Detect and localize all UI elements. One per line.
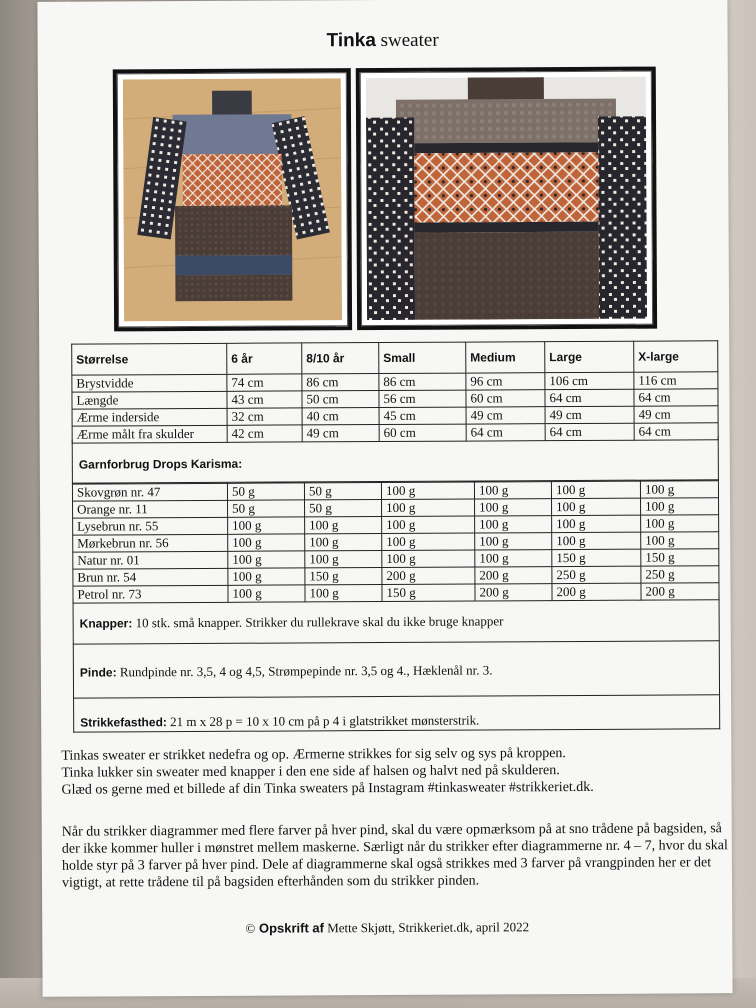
table-cell: 116 cm	[634, 372, 718, 389]
table-cell: 86 cm	[379, 373, 466, 390]
title-rest: sweater	[375, 29, 439, 52]
table-cell: 100 g	[305, 585, 382, 602]
table-cell: 100 g	[228, 534, 305, 551]
table-cell: 64 cm	[545, 423, 634, 440]
title-bold: Tinka	[326, 30, 376, 52]
page-title	[38, 28, 728, 54]
strikkefasthed-label: Strikkefasthed:	[80, 715, 167, 730]
photo-worn-sweater	[356, 67, 657, 331]
table-cell: 100 g	[641, 515, 719, 532]
table-cell: 49 cm	[634, 406, 718, 423]
table-cell: 49 cm	[302, 425, 379, 442]
credit-line	[42, 918, 732, 938]
table-cell: 50 g	[304, 483, 381, 500]
pinde-label: Pinde:	[79, 665, 117, 680]
row-label: Lysebrun nr. 55	[73, 517, 228, 535]
strikkefasthed-row	[73, 695, 720, 732]
col-header-small: Small	[379, 342, 466, 373]
table-cell: 50 cm	[302, 391, 379, 408]
table-cell: 150 g	[552, 549, 641, 566]
knitting-note: Når du strikker diagrammer med flere farver på hver pind, skal du være opmærksom på at sno trådene på bagsiden, så der ikke kommer huller i mønstret mellem maskerne. Særligt når du strikker efter diagrammerne nr. 4 – 7, hvor du skal holde styr på 3 farver på hver pind. Dele af diagrammerne skal også strikkes med 3 farver på vrangpinden her er det vigtigt, at rette trådene til på bagsiden efterhånden som du strikker pinden.	[61, 821, 728, 891]
credit-text: Mette Skjøtt, Strikkeriet.dk, april 2022	[323, 919, 530, 936]
table-cell: 100 g	[552, 515, 641, 532]
table-cell: 74 cm	[227, 374, 302, 391]
col-header-size: Størrelse	[72, 343, 227, 375]
yarn-heading-row	[72, 436, 719, 483]
table-cell: 50 g	[305, 500, 382, 517]
pattern-sheet	[37, 0, 732, 997]
table-cell: 64 cm	[466, 424, 545, 441]
table-cell: 45 cm	[379, 407, 466, 424]
table-cell: 100 g	[475, 550, 552, 567]
intro-line: Tinka lukker sin sweater med knapper i den ene side af halsen og halvt ned på skulderen.	[61, 763, 560, 781]
table-cell: 100 g	[381, 482, 474, 499]
col-header-large: Large	[545, 341, 634, 372]
credit-label: Opskrift af	[255, 920, 324, 936]
row-label: Mørkebrun nr. 56	[73, 534, 228, 552]
pinde-row	[73, 641, 720, 698]
table-cell: 100 g	[228, 517, 305, 534]
table-cell: 106 cm	[545, 372, 634, 389]
photo-flatlay-sweater	[113, 68, 352, 331]
table-cell: 42 cm	[227, 425, 302, 442]
table-cell: 100 g	[641, 532, 719, 549]
row-label: Ærme inderside	[72, 408, 227, 426]
table-cell: 250 g	[552, 566, 641, 583]
row-label: Ærme målt fra skulder	[72, 425, 227, 443]
table-cell: 200 g	[382, 567, 475, 584]
table-cell: 200 g	[552, 583, 641, 600]
table-cell: 100 g	[475, 499, 552, 516]
table-cell: 100 g	[305, 534, 382, 551]
row-label: Petrol nr. 73	[73, 585, 228, 603]
table-cell: 64 cm	[634, 389, 718, 406]
row-label: Skovgrøn nr. 47	[72, 483, 227, 501]
yarn-heading: Garnforbrug Drops Karisma:	[78, 456, 243, 472]
intro-line: Tinkas sweater er strikket nedefra og op. Ærmerne strikkes for sig selv og sys på kroppen.	[61, 746, 566, 764]
sweater-closeup-image	[366, 77, 647, 320]
intro-paragraph	[61, 744, 721, 798]
size-table	[71, 340, 719, 443]
table-cell: 40 cm	[302, 408, 379, 425]
table-cell: 50 g	[228, 500, 305, 517]
table-cell: 64 cm	[634, 423, 718, 440]
table-cell: 86 cm	[302, 374, 379, 391]
table-cell: 60 cm	[379, 424, 466, 441]
copyright-symbol: ©	[245, 920, 256, 936]
yarn-table	[72, 480, 720, 603]
table-cell: 100 g	[228, 585, 305, 602]
size-table-header	[72, 341, 718, 375]
table-cell: 150 g	[305, 568, 382, 585]
table-cell: 32 cm	[227, 408, 302, 425]
table-cell: 100 g	[475, 533, 552, 550]
sweater-flatlay-image	[123, 78, 342, 321]
table-cell: 200 g	[475, 584, 552, 601]
table-cell: 50 g	[227, 483, 304, 500]
table-cell: 100 g	[641, 498, 719, 515]
table-cell: 100 g	[382, 499, 475, 516]
table-cell: 96 cm	[466, 373, 545, 390]
col-header-xlarge: X-large	[634, 341, 718, 372]
table-cell: 56 cm	[379, 390, 466, 407]
table-cell: 43 cm	[227, 391, 302, 408]
knapper-row	[73, 595, 720, 644]
table-cell: 100 g	[475, 516, 552, 533]
table-cell: 200 g	[475, 567, 552, 584]
pinde-text: Rundpinde nr. 3,5, 4 og 4,5, Strømpepinde nr. 3,5 og 4., Hæklenål nr. 3.	[116, 662, 493, 680]
col-header-medium: Medium	[466, 342, 545, 373]
table-cell: 49 cm	[545, 406, 634, 423]
table-cell: 100 g	[382, 550, 475, 567]
table-cell: 64 cm	[545, 389, 634, 406]
table-cell: 100 g	[382, 516, 475, 533]
knapper-text: 10 stk. små knapper. Strikker du rullekrave skal du ikke bruge knapper	[132, 613, 504, 631]
table-cell: 100 g	[305, 517, 382, 534]
table-cell: 100 g	[228, 551, 305, 568]
table-cell: 150 g	[382, 584, 475, 601]
col-header-8-10: 8/10 år	[302, 343, 379, 374]
table-cell: 100 g	[474, 482, 551, 499]
table-cell: 150 g	[641, 549, 719, 566]
table-cell: 100 g	[552, 498, 641, 515]
row-label: Længde	[72, 391, 227, 409]
table-cell: 100 g	[551, 481, 640, 498]
table-cell: 100 g	[382, 533, 475, 550]
row-label: Brystvidde	[72, 374, 227, 392]
table-cell: 250 g	[641, 566, 719, 583]
col-header-6: 6 år	[227, 343, 302, 374]
table-cell: 100 g	[228, 568, 305, 585]
row-label: Brun nr. 54	[73, 568, 228, 586]
table-cell: 49 cm	[466, 407, 545, 424]
table-cell: 100 g	[305, 551, 382, 568]
table-cell: 100 g	[552, 532, 641, 549]
intro-line: Glæd os gerne med et billede af din Tinka sweaters på Instagram #tinkasweater #strikkeriet.dk.	[61, 779, 594, 798]
table-cell: 200 g	[641, 583, 719, 600]
row-label: Orange nr. 11	[73, 500, 228, 518]
table-cell: 60 cm	[466, 390, 545, 407]
knapper-label: Knapper:	[79, 616, 133, 631]
strikkefasthed-text: 21 m x 28 p = 10 x 10 cm på p 4 i glatstrikket mønsterstrik.	[166, 712, 480, 730]
table-cell: 100 g	[640, 481, 718, 498]
row-label: Natur nr. 01	[73, 551, 228, 569]
